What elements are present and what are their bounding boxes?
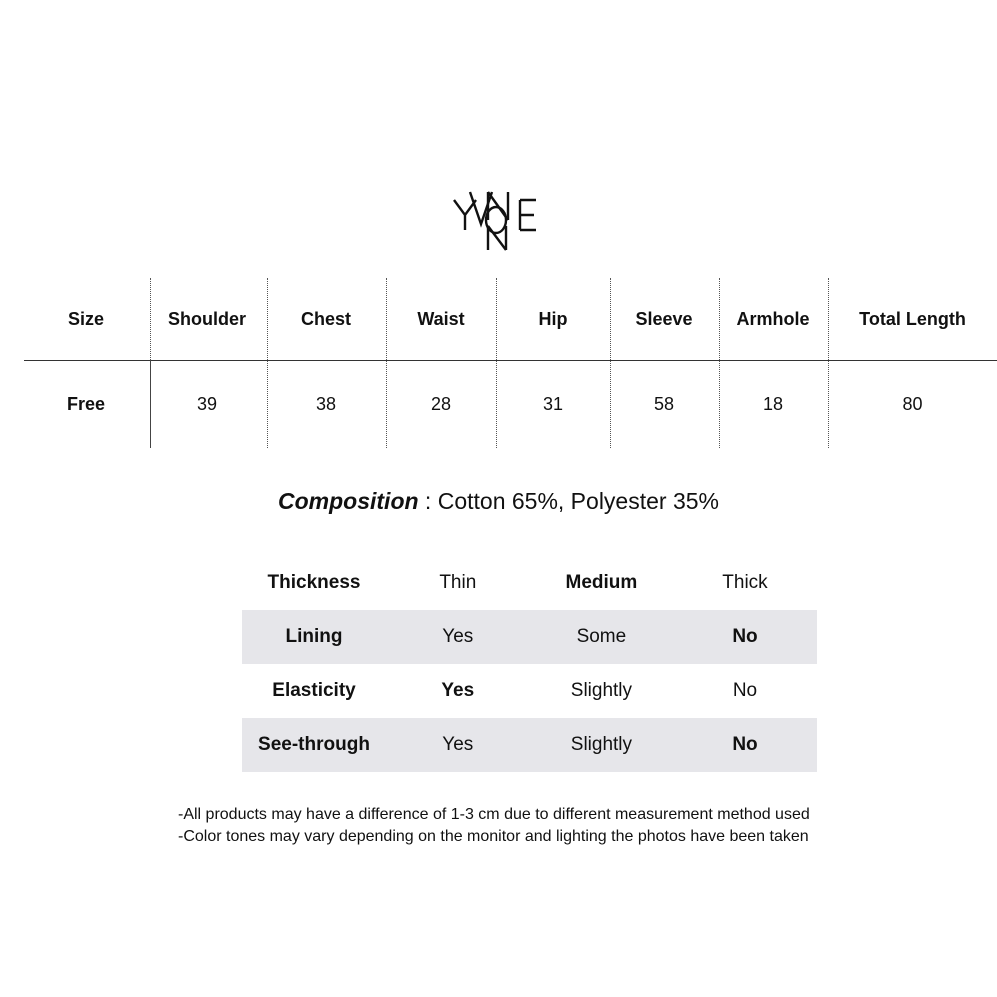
size-table-row xyxy=(24,361,997,447)
fabric-option-selected: No xyxy=(732,734,758,755)
column-divider xyxy=(496,278,497,448)
header-shoulder: Shoulder xyxy=(167,308,246,329)
fabric-row-elasticity xyxy=(242,664,817,718)
fabric-option: Slightly xyxy=(570,680,633,701)
column-divider xyxy=(828,278,829,448)
composition xyxy=(0,488,997,515)
fabric-option: Yes xyxy=(442,626,474,647)
size-table xyxy=(24,278,997,447)
cell-total-length: 80 xyxy=(902,393,923,414)
composition-label: Composition xyxy=(278,488,419,514)
fabric-row-see-through xyxy=(242,718,817,772)
fabric-row-lining xyxy=(242,610,817,664)
cell-size: Free xyxy=(66,393,106,414)
note-color: -Color tones may vary depending on the monitor and lighting the photos have been taken xyxy=(178,828,809,845)
cell-waist: 28 xyxy=(430,393,452,414)
fabric-option: Some xyxy=(576,626,627,647)
fabric-option-selected: No xyxy=(732,626,758,647)
cell-sleeve: 58 xyxy=(653,393,675,414)
fabric-label: Elasticity xyxy=(272,680,356,701)
fabric-option-selected: Medium xyxy=(565,572,638,593)
fabric-option-selected: Yes xyxy=(441,680,475,701)
header-size: Size xyxy=(67,308,105,329)
brand-logo-mark xyxy=(448,180,558,252)
column-divider xyxy=(150,360,151,448)
note-measurement: -All products may have a difference of 1-3 cm due to different measurement method used xyxy=(178,806,810,823)
column-divider xyxy=(719,278,720,448)
cell-chest: 38 xyxy=(315,393,337,414)
fabric-label: Lining xyxy=(285,626,343,647)
column-divider xyxy=(150,278,151,360)
header-armhole: Armhole xyxy=(736,308,810,329)
header-hip: Hip xyxy=(538,308,568,329)
column-divider xyxy=(386,278,387,448)
fabric-label: See-through xyxy=(258,734,370,755)
composition-value: : Cotton 65%, Polyester 35% xyxy=(418,488,719,514)
fabric-option: No xyxy=(732,680,758,701)
column-divider xyxy=(610,278,611,448)
fabric-option: Yes xyxy=(442,734,474,755)
fabric-option: Thin xyxy=(439,572,477,593)
brand-logo xyxy=(448,180,558,252)
fabric-table xyxy=(242,556,817,772)
cell-hip: 31 xyxy=(542,393,564,414)
fabric-option: Thick xyxy=(722,572,768,593)
fabric-label: Thickness xyxy=(267,572,361,593)
header-total-length: Total Length xyxy=(859,308,966,329)
cell-shoulder: 39 xyxy=(196,393,218,414)
column-divider xyxy=(267,278,268,448)
disclaimer-notes xyxy=(178,804,810,848)
fabric-option: Slightly xyxy=(570,734,633,755)
cell-armhole: 18 xyxy=(762,393,784,414)
header-sleeve: Sleeve xyxy=(635,308,693,329)
fabric-row-thickness xyxy=(242,556,817,610)
size-table-header xyxy=(24,278,997,361)
header-chest: Chest xyxy=(300,308,351,329)
header-waist: Waist xyxy=(417,308,465,329)
